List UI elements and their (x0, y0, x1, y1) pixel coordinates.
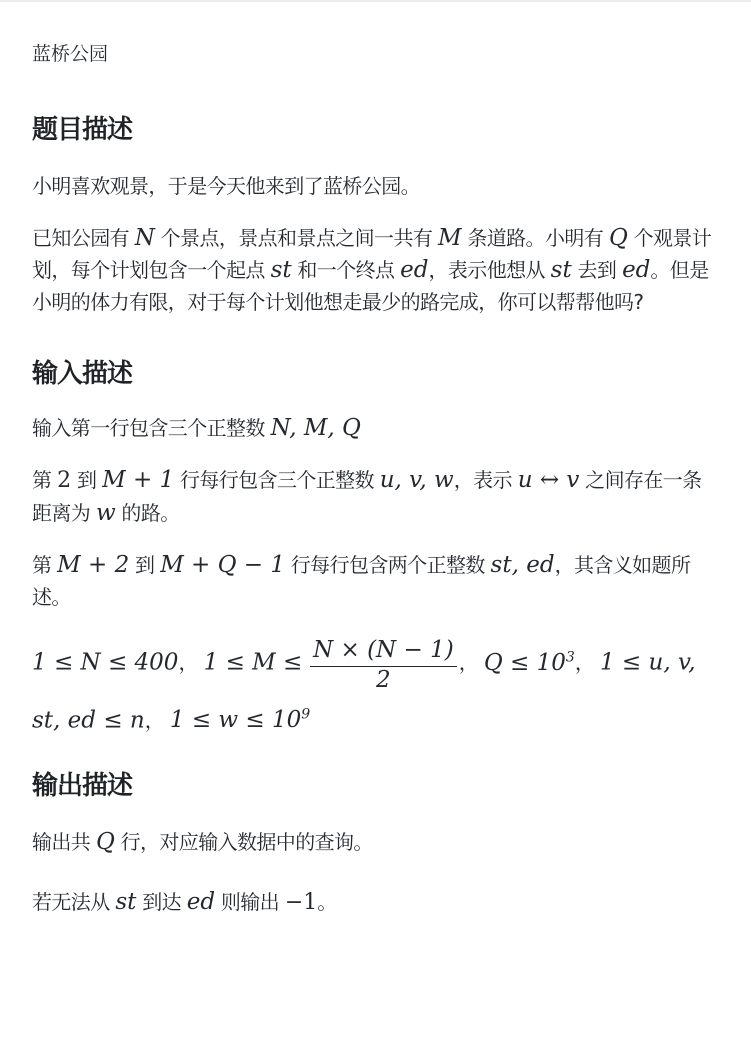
math-ed: ed (400, 257, 429, 283)
text: Q ≤ 10 (483, 649, 566, 676)
text: 行每行包含两个正整数 (290, 553, 485, 577)
math-M-plus-1: M + 1 (102, 467, 175, 493)
text: 输出共 (32, 830, 91, 855)
math-st: st (550, 257, 572, 283)
math-uvw: u, v, w (379, 467, 454, 493)
text: 到达 (142, 890, 181, 915)
text: 第 (32, 553, 52, 577)
fraction-numerator: N × (N − 1) (310, 636, 457, 667)
text: 输入第一行包含三个正整数 (32, 416, 265, 440)
text: 第 (32, 468, 52, 492)
text: 到 (76, 468, 97, 492)
description-para-2 (32, 222, 719, 318)
math-M-plus-2: M + 2 (57, 552, 130, 578)
text: 个景点，景点和景点之间一共有 (160, 226, 433, 250)
fraction-denominator: 2 (376, 666, 391, 693)
fraction (310, 636, 457, 693)
text: 行，对应输入数据中的查询。 (120, 830, 373, 855)
constraint-Q (484, 650, 575, 676)
math-st-ed: st, ed (490, 552, 555, 578)
output-line-2 (32, 886, 719, 919)
exponent: 9 (301, 706, 311, 723)
math-ed: ed (622, 257, 651, 283)
math-st: st (115, 889, 137, 916)
input-line-2 (32, 464, 719, 529)
output-line-1 (32, 826, 719, 858)
problem-title: 蓝桥公园 (32, 43, 109, 65)
text: 条道路。小明有 (467, 226, 604, 250)
math-N: N (134, 225, 155, 251)
math-w: w (95, 500, 116, 526)
problem-statement (0, 40, 751, 919)
text: 去到 (577, 258, 617, 282)
constraint-N: 1 ≤ N ≤ 400 (32, 649, 179, 676)
input-line-1 (32, 412, 719, 444)
text: ，表示他想从 (428, 258, 545, 282)
separator: ， (458, 650, 479, 675)
math-NMQ: N, M, Q (270, 415, 361, 441)
description-heading: 题目描述 (32, 115, 133, 145)
constraint-uv: 1 ≤ u, v, st, ed ≤ n (32, 649, 696, 734)
output-heading: 输出描述 (32, 771, 133, 802)
math-M-plus-Q-minus-1: M + Q − 1 (160, 552, 286, 578)
text: 已知公园有 (32, 226, 129, 250)
text: 。但是小明的体力有限，对于每个计划他想走最少的路完成，你可以帮帮他吗? (32, 258, 709, 314)
text: 1 ≤ w ≤ 10 (169, 707, 302, 734)
input-heading: 输入描述 (32, 359, 133, 389)
constraint-M: 1 ≤ M ≤ (203, 649, 303, 676)
math-Q: Q (608, 225, 628, 251)
description-para-1: 小明喜欢观景，于是今天他来到了蓝桥公园。 (32, 174, 420, 198)
math-Q: Q (95, 829, 115, 856)
separator: ， (144, 708, 165, 733)
text: 则输出 (220, 890, 280, 915)
text: ，其含义如题所述。 (32, 553, 691, 609)
text: ，表示 (453, 468, 512, 492)
math-st: st (270, 257, 292, 283)
text: 个观景计划，每个计划包含一个起点 (32, 226, 712, 282)
text: 和一个终点 (297, 258, 395, 282)
text: 的路。 (121, 501, 180, 525)
math-minus-1: −1 (284, 890, 318, 916)
text: 若无法从 (32, 890, 110, 915)
text: 行每行包含三个正整数 (179, 468, 374, 492)
separator: ， (574, 650, 595, 675)
exponent: 3 (565, 649, 575, 665)
text: 。 (317, 890, 337, 915)
input-line-3 (32, 549, 719, 613)
math-ed: ed (186, 889, 216, 916)
math-M: M (438, 225, 462, 251)
constraint-w (170, 707, 310, 733)
text: 之间存在一条距离为 (32, 468, 702, 525)
constraints (32, 635, 719, 742)
text: 到 (135, 553, 155, 577)
math-u-to-v: u ↔ v (517, 467, 580, 493)
math-2: 2 (57, 468, 72, 493)
separator: ， (178, 650, 198, 675)
